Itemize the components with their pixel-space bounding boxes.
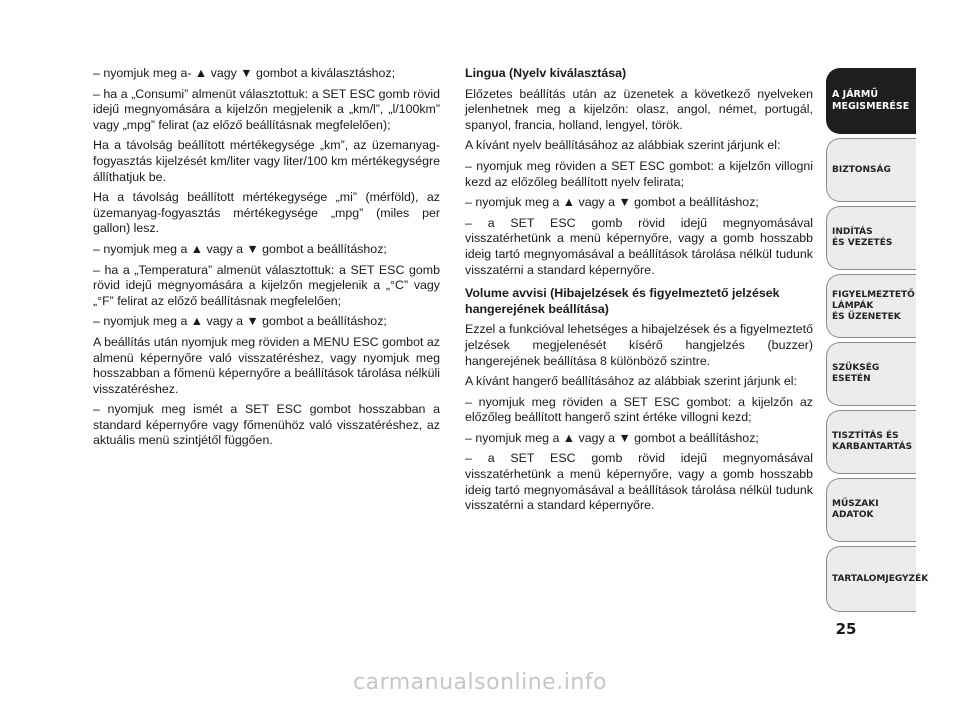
paragraph: Előzetes beállítás után az üzenetek a következő nyelveken jelenhetnek meg a kijelzőn: olasz, angol, német, portugál, spanyol, francia, holland, lengyel, török. <box>465 86 813 132</box>
tab-warning-lights[interactable] <box>826 274 916 338</box>
left-column <box>93 66 440 454</box>
paragraph: Ha a távolság beállított mértékegysége „km”, az üzemanyag-fogyasztás kijelzését km/liter vagy liter/100 km mértékegységre állíthatjuk be. <box>93 138 440 184</box>
section-heading-lingua: Lingua (Nyelv kiválasztása) <box>465 66 627 80</box>
tab-label: BIZTONSÁG <box>832 164 891 175</box>
paragraph: Ezzel a funkcióval lehetséges a hibajelzések és a figyelmeztető jelzések megjelenését kísérő hangjelzés (buzzer) hangerejének beállítása 8 különböző szintre. <box>465 322 813 368</box>
paragraph: – nyomjuk meg a ▲ vagy a ▼ gombot a beállításhoz; <box>93 314 387 329</box>
tab-label: TARTALOMJEGYZÉK <box>832 573 929 584</box>
tab-safety[interactable] <box>826 138 916 202</box>
tab-maintenance[interactable] <box>826 410 916 474</box>
paragraph: – ha a „Temperatura” almenüt választottuk: a SET ESC gomb rövid idejű megnyomására a kijelzőn megjelenik a „°C” vagy „°F” felirat az előző beállításnak megfelelően; <box>93 262 440 308</box>
paragraph: – nyomjuk meg ismét a SET ESC gombot hosszabban a standard képernyőre vagy főmenühöz való visszatéréshez, az aktuális menü szintjétől függően. <box>93 402 440 448</box>
section-heading-volume: Volume avvisi (Hibajelzések és figyelmeztető jelzések hangerejének beállítása) <box>465 286 780 316</box>
paragraph: A kívánt hangerő beállításához az alábbiak szerint járjunk el: <box>465 374 797 389</box>
paragraph: A beállítás után nyomjuk meg röviden a MENU ESC gombot az almenü képernyőre való visszatéréshez, vagy nyomjuk meg hosszabban a főmenü képernyőre a beállítások tárolása nélküli visszatéréshez. <box>93 334 440 396</box>
paragraph: – nyomjuk meg a ▲ vagy a ▼ gombot a beállításhoz; <box>465 195 759 210</box>
tab-label: TISZTÍTÁS ÉS KARBANTARTÁS <box>832 431 913 452</box>
paragraph: – a SET ESC gomb rövid idejű megnyomásával visszatérhetünk a menü képernyőre, vagy a gomb hosszabb ideig tartó megnyomásával a beállítások tárolása nélkül tudunk visszatérni a standard képernyőre. <box>465 451 813 513</box>
paragraph: Ha a távolság beállított mértékegysége „mi” (mérföld), az üzemanyag-fogyasztás mértékegysége „mpg” (miles per gallon) lesz. <box>93 190 440 236</box>
paragraph: – nyomjuk meg a ▲ vagy a ▼ gombot a beállításhoz; <box>93 241 387 256</box>
tab-label: MŰSZAKI ADATOK <box>832 499 879 520</box>
tab-label: FIGYELMEZTETŐ LÁMPÁK ÉS ÜZENETEK <box>832 289 915 322</box>
tab-vehicle-overview[interactable] <box>826 68 916 134</box>
paragraph: – nyomjuk meg röviden a SET ESC gombot: a kijelzőn az előzőleg beállított hangerő szint értéke villogni kezd; <box>465 394 813 425</box>
tab-index[interactable] <box>826 546 929 612</box>
paragraph: – a SET ESC gomb rövid idejű megnyomásával visszatérhetünk a menü képernyőre, vagy a gomb hosszabb ideig tartó megnyomásával a beállítások tárolása nélkül tudunk visszatérni a standard képernyőre. <box>465 215 813 277</box>
paragraph: – nyomjuk meg a- ▲ vagy ▼ gombot a kiválasztáshoz; <box>93 66 396 80</box>
paragraph: – nyomjuk meg röviden a SET ESC gombot: a kijelzőn villogni kezd az előzőleg beállított nyelv felirata; <box>465 158 813 189</box>
right-column <box>465 66 813 519</box>
tab-emergency[interactable] <box>826 342 916 406</box>
paragraph: – ha a „Consumi” almenüt választottuk: a SET ESC gomb rövid idejű megnyomására a kijelzőn megjelenik a „km/l”, „l/100km” vagy „mpg” felirat (az előző beállításnak megfelelően); <box>93 86 440 132</box>
tab-label: SZÜKSÉG ESETÉN <box>832 363 880 384</box>
watermark: carmanualsonline.info <box>353 670 607 695</box>
page-number: 25 <box>835 620 857 638</box>
tab-starting-driving[interactable] <box>826 206 916 270</box>
tab-label: INDÍTÁS ÉS VEZETÉS <box>832 227 893 248</box>
paragraph: – nyomjuk meg a ▲ vagy a ▼ gombot a beállításhoz; <box>465 430 759 445</box>
paragraph: A kívánt nyelv beállításához az alábbiak szerint járjunk el: <box>465 138 781 153</box>
tab-label: A JÁRMŰ MEGISMERÉSE <box>832 89 910 112</box>
tab-technical-data[interactable] <box>826 478 916 542</box>
